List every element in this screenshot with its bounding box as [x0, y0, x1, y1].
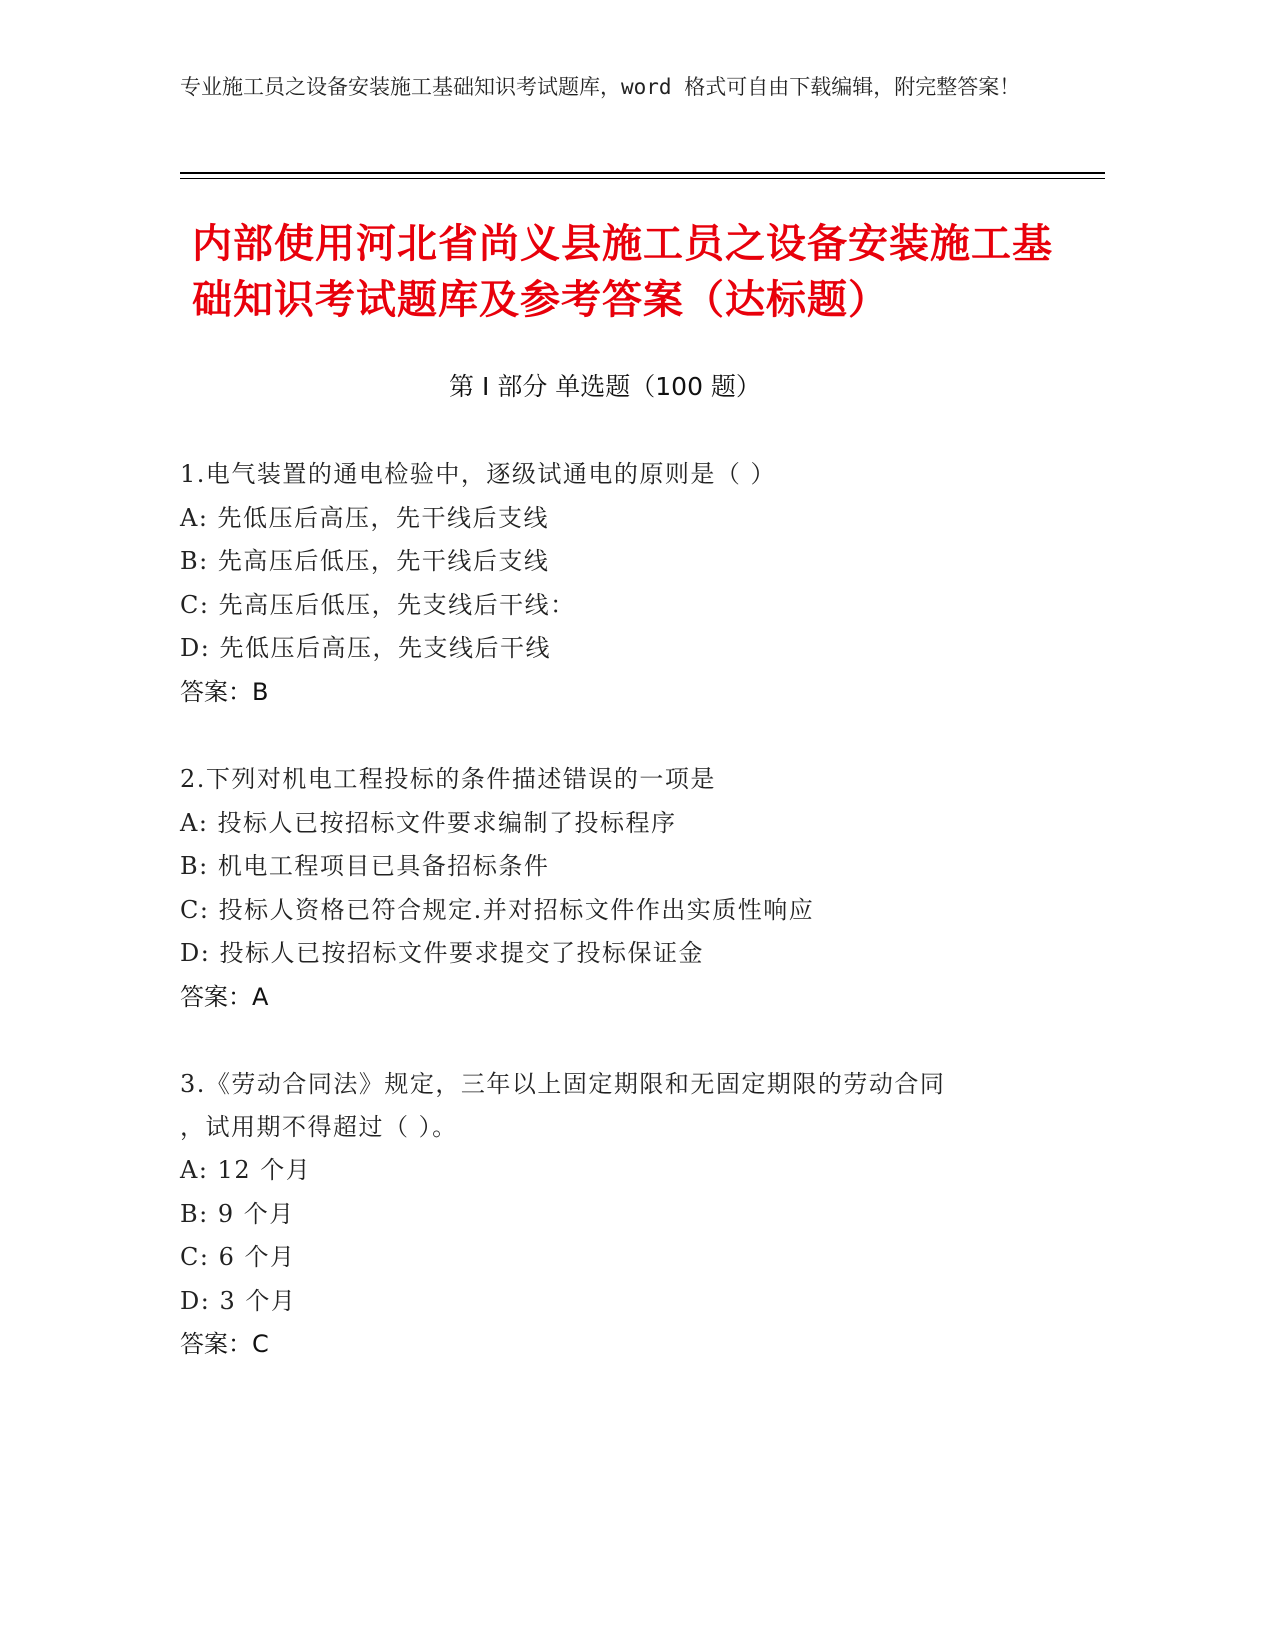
option-c: C: 6 个月 — [180, 1243, 296, 1271]
question-1 — [180, 453, 1060, 714]
answer: 答案：C — [180, 1330, 269, 1358]
header-note: 专业施工员之设备安装施工基础知识考试题库，word 格式可自由下载编辑，附完整答案！ — [180, 75, 1021, 99]
option-c: C: 先高压后低压，先支线后干线： — [180, 590, 576, 619]
option-a: A: 投标人已按招标文件要求编制了投标程序 — [180, 808, 677, 837]
option-d: D: 投标人已按招标文件要求提交了投标保证金 — [180, 939, 704, 967]
option-a: A: 12 个月 — [180, 1156, 312, 1184]
question-2 — [180, 758, 1060, 1019]
option-d: D: 3 个月 — [180, 1286, 297, 1315]
option-b: B: 9 个月 — [180, 1199, 295, 1228]
question-stem-line-2: ，试用期不得超过（ ）。 — [180, 1113, 458, 1141]
option-c: C: 投标人资格已符合规定.并对招标文件作出实质性响应 — [180, 895, 815, 924]
section-heading: 第 I 部分 单选题（100 题） — [449, 372, 761, 401]
header-rule-thick — [180, 172, 1105, 174]
question-stem: 2.下列对机电工程投标的条件描述错误的一项是 — [180, 765, 716, 793]
option-b: B: 机电工程项目已具备招标条件 — [180, 852, 550, 880]
answer: 答案：A — [180, 982, 269, 1011]
question-stem-line-1: 3.《劳动合同法》规定，三年以上固定期限和无固定期限的劳动合同 — [180, 1070, 946, 1098]
option-d: D: 先低压后高压，先支线后干线 — [180, 634, 551, 662]
option-b: B: 先高压后低压，先干线后支线 — [180, 547, 550, 575]
document-title: 内部使用河北省尚义县施工员之设备安装施工基础知识考试题库及参考答案（达标题） — [192, 221, 1053, 323]
question-3 — [180, 1063, 1060, 1367]
option-a: A: 先低压后高压，先干线后支线 — [180, 503, 550, 532]
question-stem: 1.电气装置的通电检验中，逐级试通电的原则是（ ） — [180, 460, 777, 488]
header-rule-thin — [180, 178, 1105, 179]
answer: 答案：B — [180, 677, 269, 706]
